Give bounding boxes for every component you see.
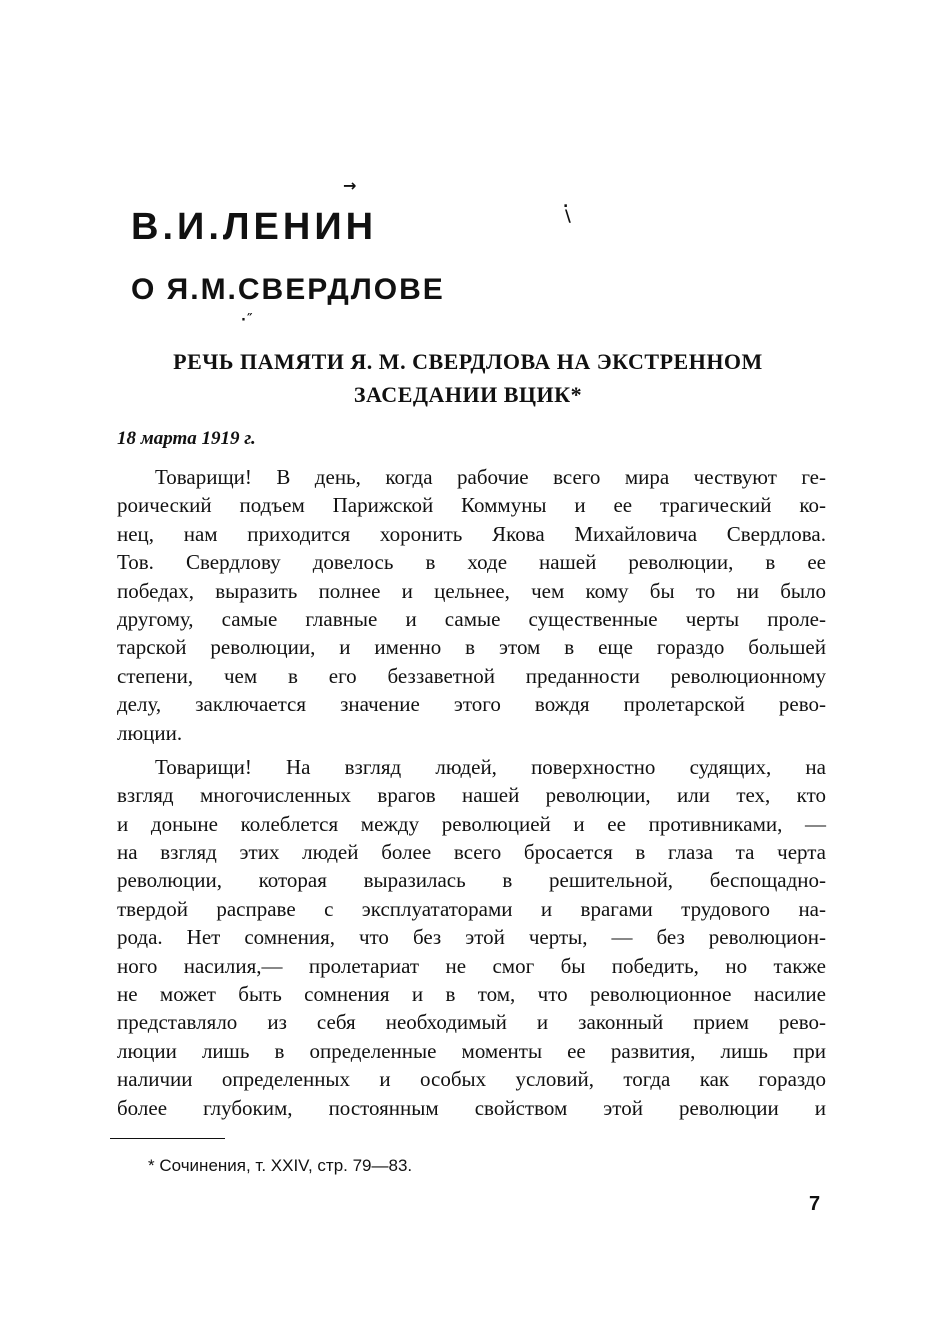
text-line: представляло из себя необходимый и законный прием рево- [117, 1010, 826, 1035]
paragraph [117, 753, 826, 1122]
speech-title [110, 345, 826, 411]
text-line: наличии определенных и особых условий, тогда как гораздо [117, 1067, 826, 1092]
text-line: твердой расправе с эксплуататорами и врагами трудового на- [117, 896, 826, 921]
text-line: нец, нам приходится хоронить Якова Михайловича Свердлова. [117, 521, 826, 546]
speech-date: 18 марта 1919 г. [117, 428, 256, 449]
footnote: * Сочинения, т. XXIV, стр. 79—83. [148, 1156, 413, 1175]
text-line: Тов. Свердлову довелось в ходе нашей революции, в ее [117, 550, 826, 575]
text-line: Товарищи! В день, когда рабочие всего мира чествуют ге- [155, 465, 826, 489]
speech-title-line: РЕЧЬ ПАМЯТИ Я. М. СВЕРДЛОВА НА ЭКСТРЕННОМ [173, 349, 763, 374]
print-mark: . [563, 195, 569, 211]
text-line: степени, чем в его беззаветной преданности революционному [117, 663, 826, 688]
text-line: делу, заключается значение этого вождя пролетарской рево- [117, 692, 826, 717]
speech-title-line: ЗАСЕДАНИИ ВЦИК* [353, 382, 583, 407]
page-number: 7 [809, 1193, 821, 1215]
text-line: на взгляд этих людей более всего бросается в глаза та черта [117, 840, 826, 865]
author-name: В.И.ЛЕНИН [131, 206, 378, 248]
text-line: роический подъем Парижской Коммуны и ее трагический ко- [117, 493, 826, 518]
print-mark: ·˝ [241, 313, 253, 328]
print-mark: \ [565, 206, 571, 225]
text-line: более глубоким, постоянным свойством этой революции и [117, 1095, 826, 1120]
text-line: Товарищи! На взгляд людей, поверхностно судящих, на [155, 754, 826, 779]
text-line: и доныне колеблется между революцией и ее противниками, — [117, 811, 826, 836]
text-line: другому, самые главные и самые существенные черты проле- [117, 606, 826, 631]
footnote-divider [110, 1138, 225, 1139]
book-subject: О Я.М.СВЕРДЛОВЕ [131, 273, 445, 306]
text-line: победах, выразить полнее и цельнее, чем кому бы то ни было [117, 578, 826, 603]
text-line: тарской революции, и именно в этом в еще гораздо большей [117, 635, 826, 660]
text-line: люции лишь в определенные моменты ее развития, лишь при [117, 1038, 826, 1063]
text-line: люции. [117, 720, 183, 745]
text-line: взгляд многочисленных врагов нашей революции, или тех, кто [117, 783, 826, 808]
text-line: рода. Нет сомнения, что без этой черты, — без революцион- [117, 925, 826, 950]
text-line: революции, которая выразилась в решительной, беспощадно- [117, 868, 826, 893]
speech-body [117, 463, 826, 1128]
text-line: не может быть сомнения и в том, что революционное насилие [117, 982, 826, 1007]
print-mark: → [343, 176, 357, 195]
text-line: ного насилия,— пролетариат не смог бы победить, но также [117, 953, 826, 978]
paragraph [117, 463, 826, 747]
